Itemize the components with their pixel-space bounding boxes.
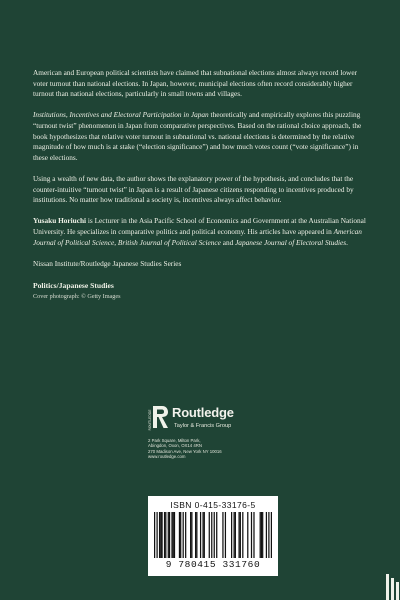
address-line: 2 Park Square, Milton Park,	[148, 438, 201, 443]
publisher-name: Routledge	[172, 405, 234, 420]
author-bio	[33, 216, 369, 248]
series-name: Nissan Institute/Routledge Japanese Studies Series	[33, 258, 182, 268]
publisher-group: Taylor & Francis Group	[174, 423, 232, 429]
barcode-digits: 9 780415 331760	[165, 559, 261, 570]
address-line: www.routledge.com	[148, 454, 186, 460]
address-line: 270 Madison Ave, New York NY 10016	[148, 448, 222, 454]
blurb-paragraph-1: American and European political scientists have claimed that subnational elections almost always record lower voter turnout than national elections. In Japan, however, municipal elections often record considerably higher turnout than national elections, particularly in small towns and villages.	[33, 68, 357, 99]
publisher-address	[148, 438, 222, 460]
journal-2: British Journal of Political Science	[117, 237, 221, 247]
isbn-label: ISBN 0-415-33176-5	[170, 500, 256, 510]
blurb-paragraph-3: Using a wealth of new data, the author shows the explanatory power of the hypothesis, and concludes that the counter-intuitive “turnout twist” in Japan is a result of Japanese citizens responding to incentives produced by institutions. No matter how traditional a society is, incentives always affect behavior.	[33, 173, 354, 205]
back-cover-text	[33, 68, 369, 301]
journal-separator-1: ,	[114, 237, 118, 247]
taylor-francis-corner-mark-icon	[386, 574, 400, 600]
cover-credit: Cover photograph: © Getty Images	[33, 292, 121, 300]
address-line: Abingdon, Oxon, OX14 4RN	[148, 443, 202, 449]
journal-separator-2: and	[220, 237, 236, 247]
book-title: Institutions, Incentives and Electoral Participation in Japan	[33, 110, 209, 120]
journal-1: American Journal of Political Science	[33, 226, 362, 247]
routledge-r-logo-icon	[148, 404, 170, 432]
publisher-block	[148, 404, 328, 468]
journal-3: Japanese Journal of Electoral Studies	[235, 237, 347, 247]
author-name: Yusaku Horiuchi	[33, 216, 87, 226]
blurb-paragraph-2	[33, 110, 369, 163]
subject-category: Politics/Japanese Studies	[33, 281, 114, 291]
author-bio-text: is Lecturer in the Asia Pacific School of Economics and Government at the Australian National University. He specializes in comparative politics and political economy. His articles have appeared in	[33, 216, 366, 236]
isbn-barcode-box	[148, 496, 278, 576]
routledge-vertical-mark: ROUTLEDGE	[148, 409, 152, 431]
bio-end: .	[346, 237, 348, 247]
blurb-paragraph-2-text: theoretically and empirically explores this puzzling “turnout twist” phenomenon in Japan from comparative perspectives. Based on the rational choice approach, the book hypothesizes that relative voter turnout in subnational vs. national elections is determined by the relative magnitude of how much is at stake (“election significance”) and how much votes count (“vote significance”) in these elections.	[33, 110, 362, 162]
barcode-icon	[154, 512, 272, 558]
